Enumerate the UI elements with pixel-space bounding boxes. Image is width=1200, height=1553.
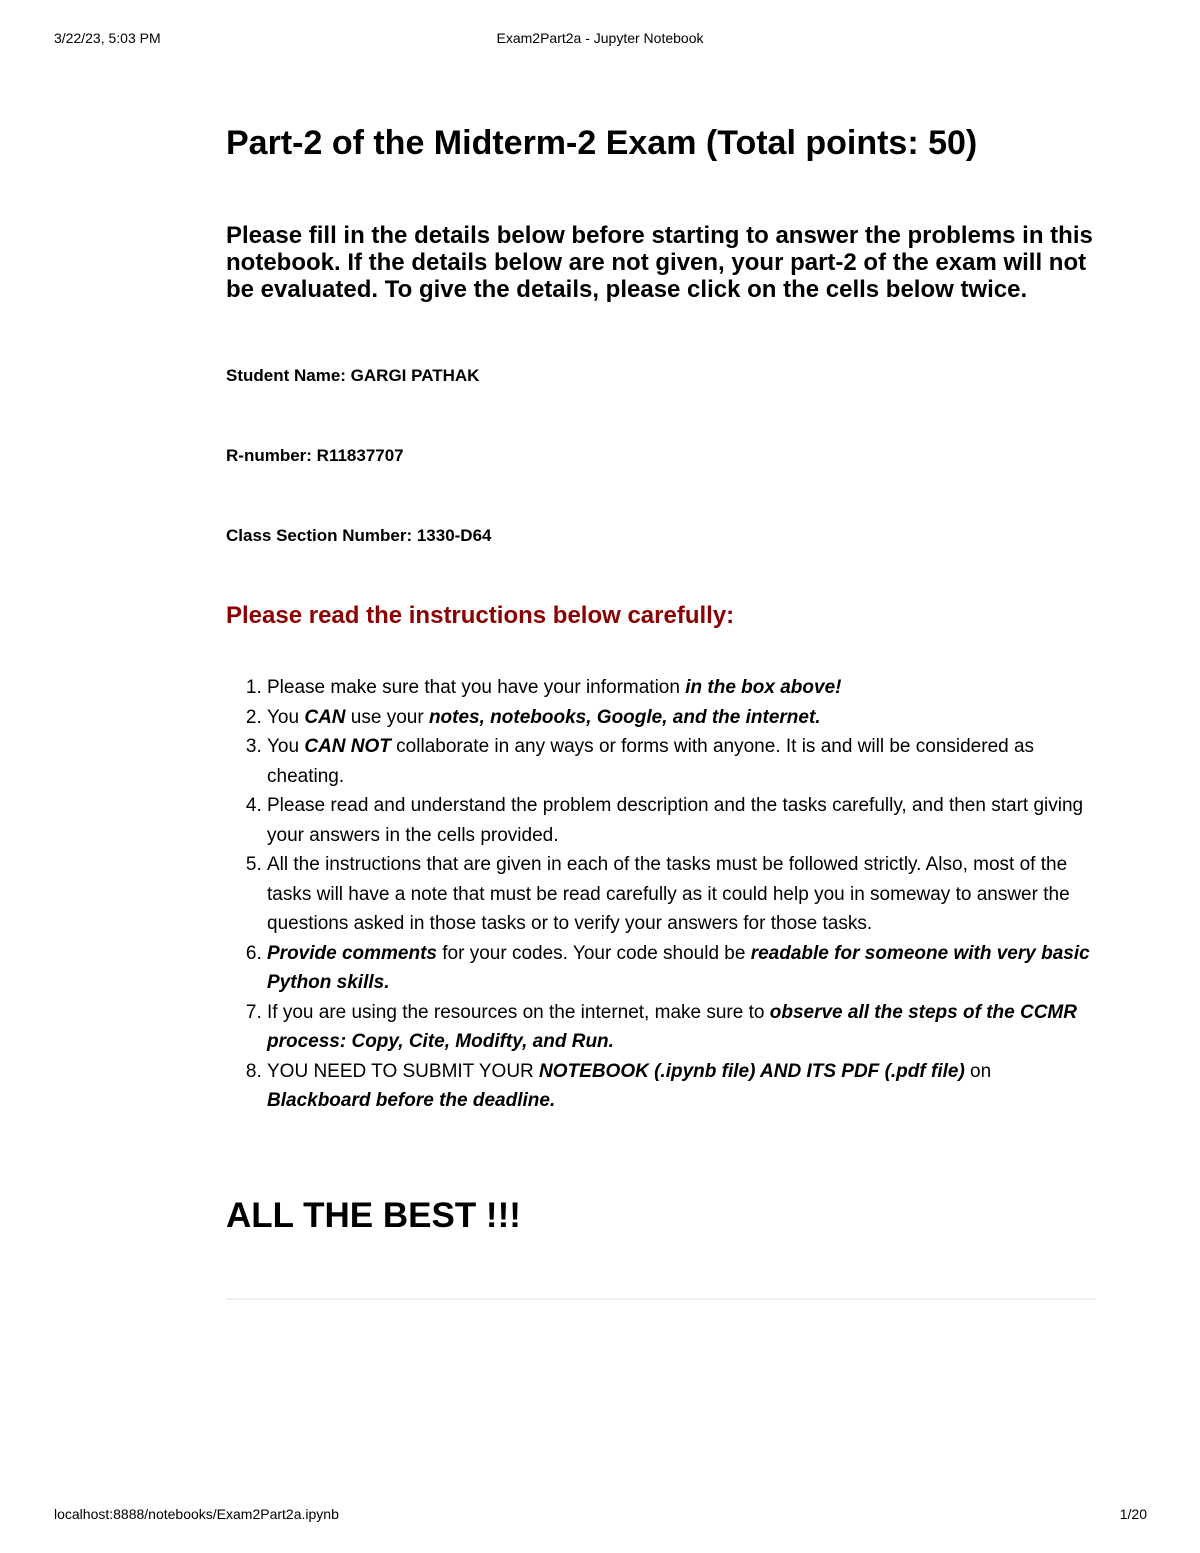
print-page-title: Exam2Part2a - Jupyter Notebook — [496, 30, 704, 46]
instruction-text: You — [267, 736, 305, 757]
list-item — [267, 850, 1096, 939]
instruction-emphasis: NOTEBOOK (.ipynb file) AND ITS PDF (.pdf file) — [539, 1060, 965, 1082]
cell-divider — [226, 1298, 1096, 1300]
list-item — [267, 939, 1096, 998]
instruction-emphasis: Blackboard before the deadline. — [267, 1090, 556, 1111]
instruction-text: collaborate in any ways or forms with anyone. It is and will be considered as cheating. — [267, 736, 1035, 787]
instruction-emphasis: CAN — [304, 706, 346, 728]
list-item — [267, 791, 1096, 850]
instructions-heading: Please read the instructions below carefully: — [226, 602, 735, 629]
instruction-text: If you are using the resources on the internet, make sure to — [267, 1001, 770, 1023]
student-name[interactable]: Student Name: GARGI PATHAK — [226, 366, 480, 385]
instruction-text: Please read and understand the problem description and the tasks carefully, and then start giving your answers in the cells provided. — [267, 795, 1084, 846]
instruction-text: for your codes. Your code should be — [437, 942, 751, 964]
class-section-number[interactable]: Class Section Number: 1330-D64 — [226, 526, 492, 545]
instruction-text: YOU NEED TO SUBMIT YOUR — [267, 1060, 540, 1082]
notebook-content — [226, 124, 1096, 1300]
instruction-emphasis: readable for someone with very basic Python skills. — [267, 942, 1090, 993]
page-number: 1/20 — [1119, 1506, 1147, 1522]
list-item — [267, 703, 1096, 733]
intro-instructions: Please fill in the details below before starting to answer the problems in this notebook. If the details below are not given, your part-2 of the exam will not be evaluated. To give the details, please click on the cells below twice. — [226, 222, 1093, 303]
instruction-emphasis: Provide comments — [267, 942, 437, 964]
instruction-emphasis: notes, notebooks, Google, and the internet. — [428, 706, 821, 728]
instruction-text: use your — [345, 706, 429, 728]
r-number[interactable]: R-number: R11837707 — [226, 446, 404, 465]
print-header — [0, 30, 1200, 50]
list-item — [267, 998, 1096, 1057]
instructions-list — [226, 673, 1096, 1116]
closing-message: ALL THE BEST !!! — [226, 1195, 521, 1235]
instruction-text: All the instructions that are given in each of the tasks must be followed strictly. Also, most of the tasks will have a note that must be read carefully as it could help you in someway to answer the questions asked in those tasks or to verify your answers for those tasks. — [267, 854, 1070, 934]
instruction-emphasis: CAN NOT — [304, 736, 391, 757]
list-item — [267, 673, 1096, 703]
instruction-text: Please make sure that you have your information — [267, 677, 686, 698]
instruction-emphasis: observe all the steps of the CCMR process: Copy, Cite, Modifty, and Run. — [267, 1001, 1077, 1052]
instruction-text: on — [964, 1060, 992, 1082]
print-url: localhost:8888/notebooks/Exam2Part2a.ipynb — [54, 1506, 339, 1522]
list-item — [267, 732, 1096, 791]
instruction-text: You — [267, 706, 305, 728]
list-item — [267, 1057, 1096, 1116]
print-date: 3/22/23, 5:03 PM — [54, 30, 161, 46]
print-footer — [0, 1506, 1200, 1526]
instruction-emphasis: in the box above! — [685, 677, 842, 698]
notebook-title: Part-2 of the Midterm-2 Exam (Total points: 50) — [226, 124, 978, 162]
